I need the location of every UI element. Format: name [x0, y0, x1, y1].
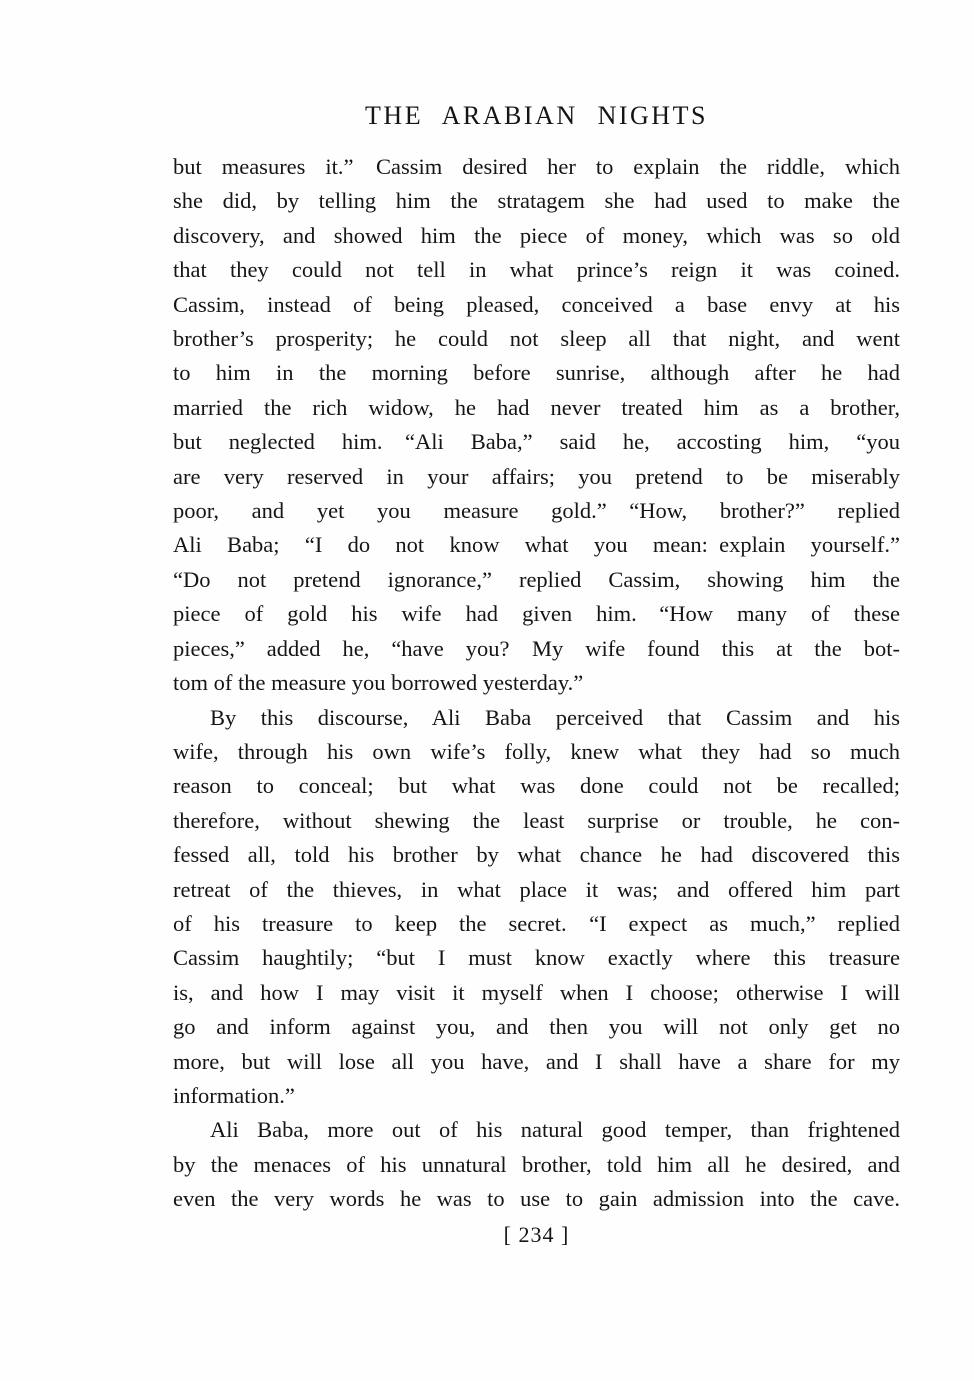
text-line: wife, through his own wife’s folly, knew what they had so much [173, 738, 900, 764]
text-line: piece of gold his wife had given him. “How many of these [173, 601, 900, 627]
text-line: are very reserved in your affairs; you pretend to be miserably [173, 463, 900, 489]
text-line: Cassim haughtily; “but I must know exactly where this treasure [173, 945, 900, 971]
text-line: Ali Baba, more out of his natural good temper, than frightened [210, 1117, 900, 1143]
text-line: she did, by telling him the stratagem she had used to make the [173, 188, 900, 214]
text-line: but neglected him. “Ali Baba,” said he, accosting him, “you [173, 429, 900, 455]
text-line: even the very words he was to use to gain admission into the cave. [173, 1186, 900, 1212]
text-line: pieces,” added he, “have you? My wife found this at the bot- [173, 635, 900, 661]
text-line: of his treasure to keep the secret. “I expect as much,” replied [173, 910, 900, 936]
text-line: by the menaces of his unnatural brother, told him all he desired, and [173, 1151, 900, 1177]
text-line: Ali Baba; “I do not know what you mean: explain yourself.” [173, 532, 900, 558]
text-line: Cassim, instead of being pleased, conceived a base envy at his [173, 291, 900, 317]
text-line: married the rich widow, he had never treated him as a brother, [173, 394, 900, 420]
text-line: is, and how I may visit it myself when I choose; otherwise I will [173, 979, 900, 1005]
text-line: poor, and yet you measure gold.” “How, brother?” replied [173, 498, 900, 524]
body-text [173, 150, 900, 1217]
text-line: but measures it.” Cassim desired her to explain the riddle, which [173, 154, 900, 179]
text-line: tom of the measure you borrowed yesterday.” [173, 670, 584, 696]
text-line: discovery, and showed him the piece of money, which was so old [173, 222, 900, 248]
text-line: brother’s prosperity; he could not sleep all that night, and went [173, 326, 900, 352]
text-line: By this discourse, Ali Baba perceived that Cassim and his [210, 704, 900, 730]
text-line: more, but will lose all you have, and I shall have a share for my [173, 1048, 900, 1074]
text-line: that they could not tell in what prince’s reign it was coined. [173, 257, 900, 283]
text-line: “Do not pretend ignorance,” replied Cassim, showing him the [173, 566, 900, 592]
page-number: [ 234 ] [503, 1222, 570, 1247]
text-line: to him in the morning before sunrise, although after he had [173, 360, 900, 386]
text-line: retreat of the thieves, in what place it was; and offered him part [173, 876, 900, 902]
text-line: fessed all, told his brother by what chance he had discovered this [173, 842, 900, 868]
text-line: reason to conceal; but what was done could not be recalled; [173, 773, 900, 799]
text-line: information.” [173, 1082, 295, 1108]
running-head: THE ARABIAN NIGHTS [365, 101, 708, 130]
text-line: go and inform against you, and then you will not only get no [173, 1014, 900, 1040]
text-line: therefore, without shewing the least surprise or trouble, he con- [173, 807, 900, 833]
